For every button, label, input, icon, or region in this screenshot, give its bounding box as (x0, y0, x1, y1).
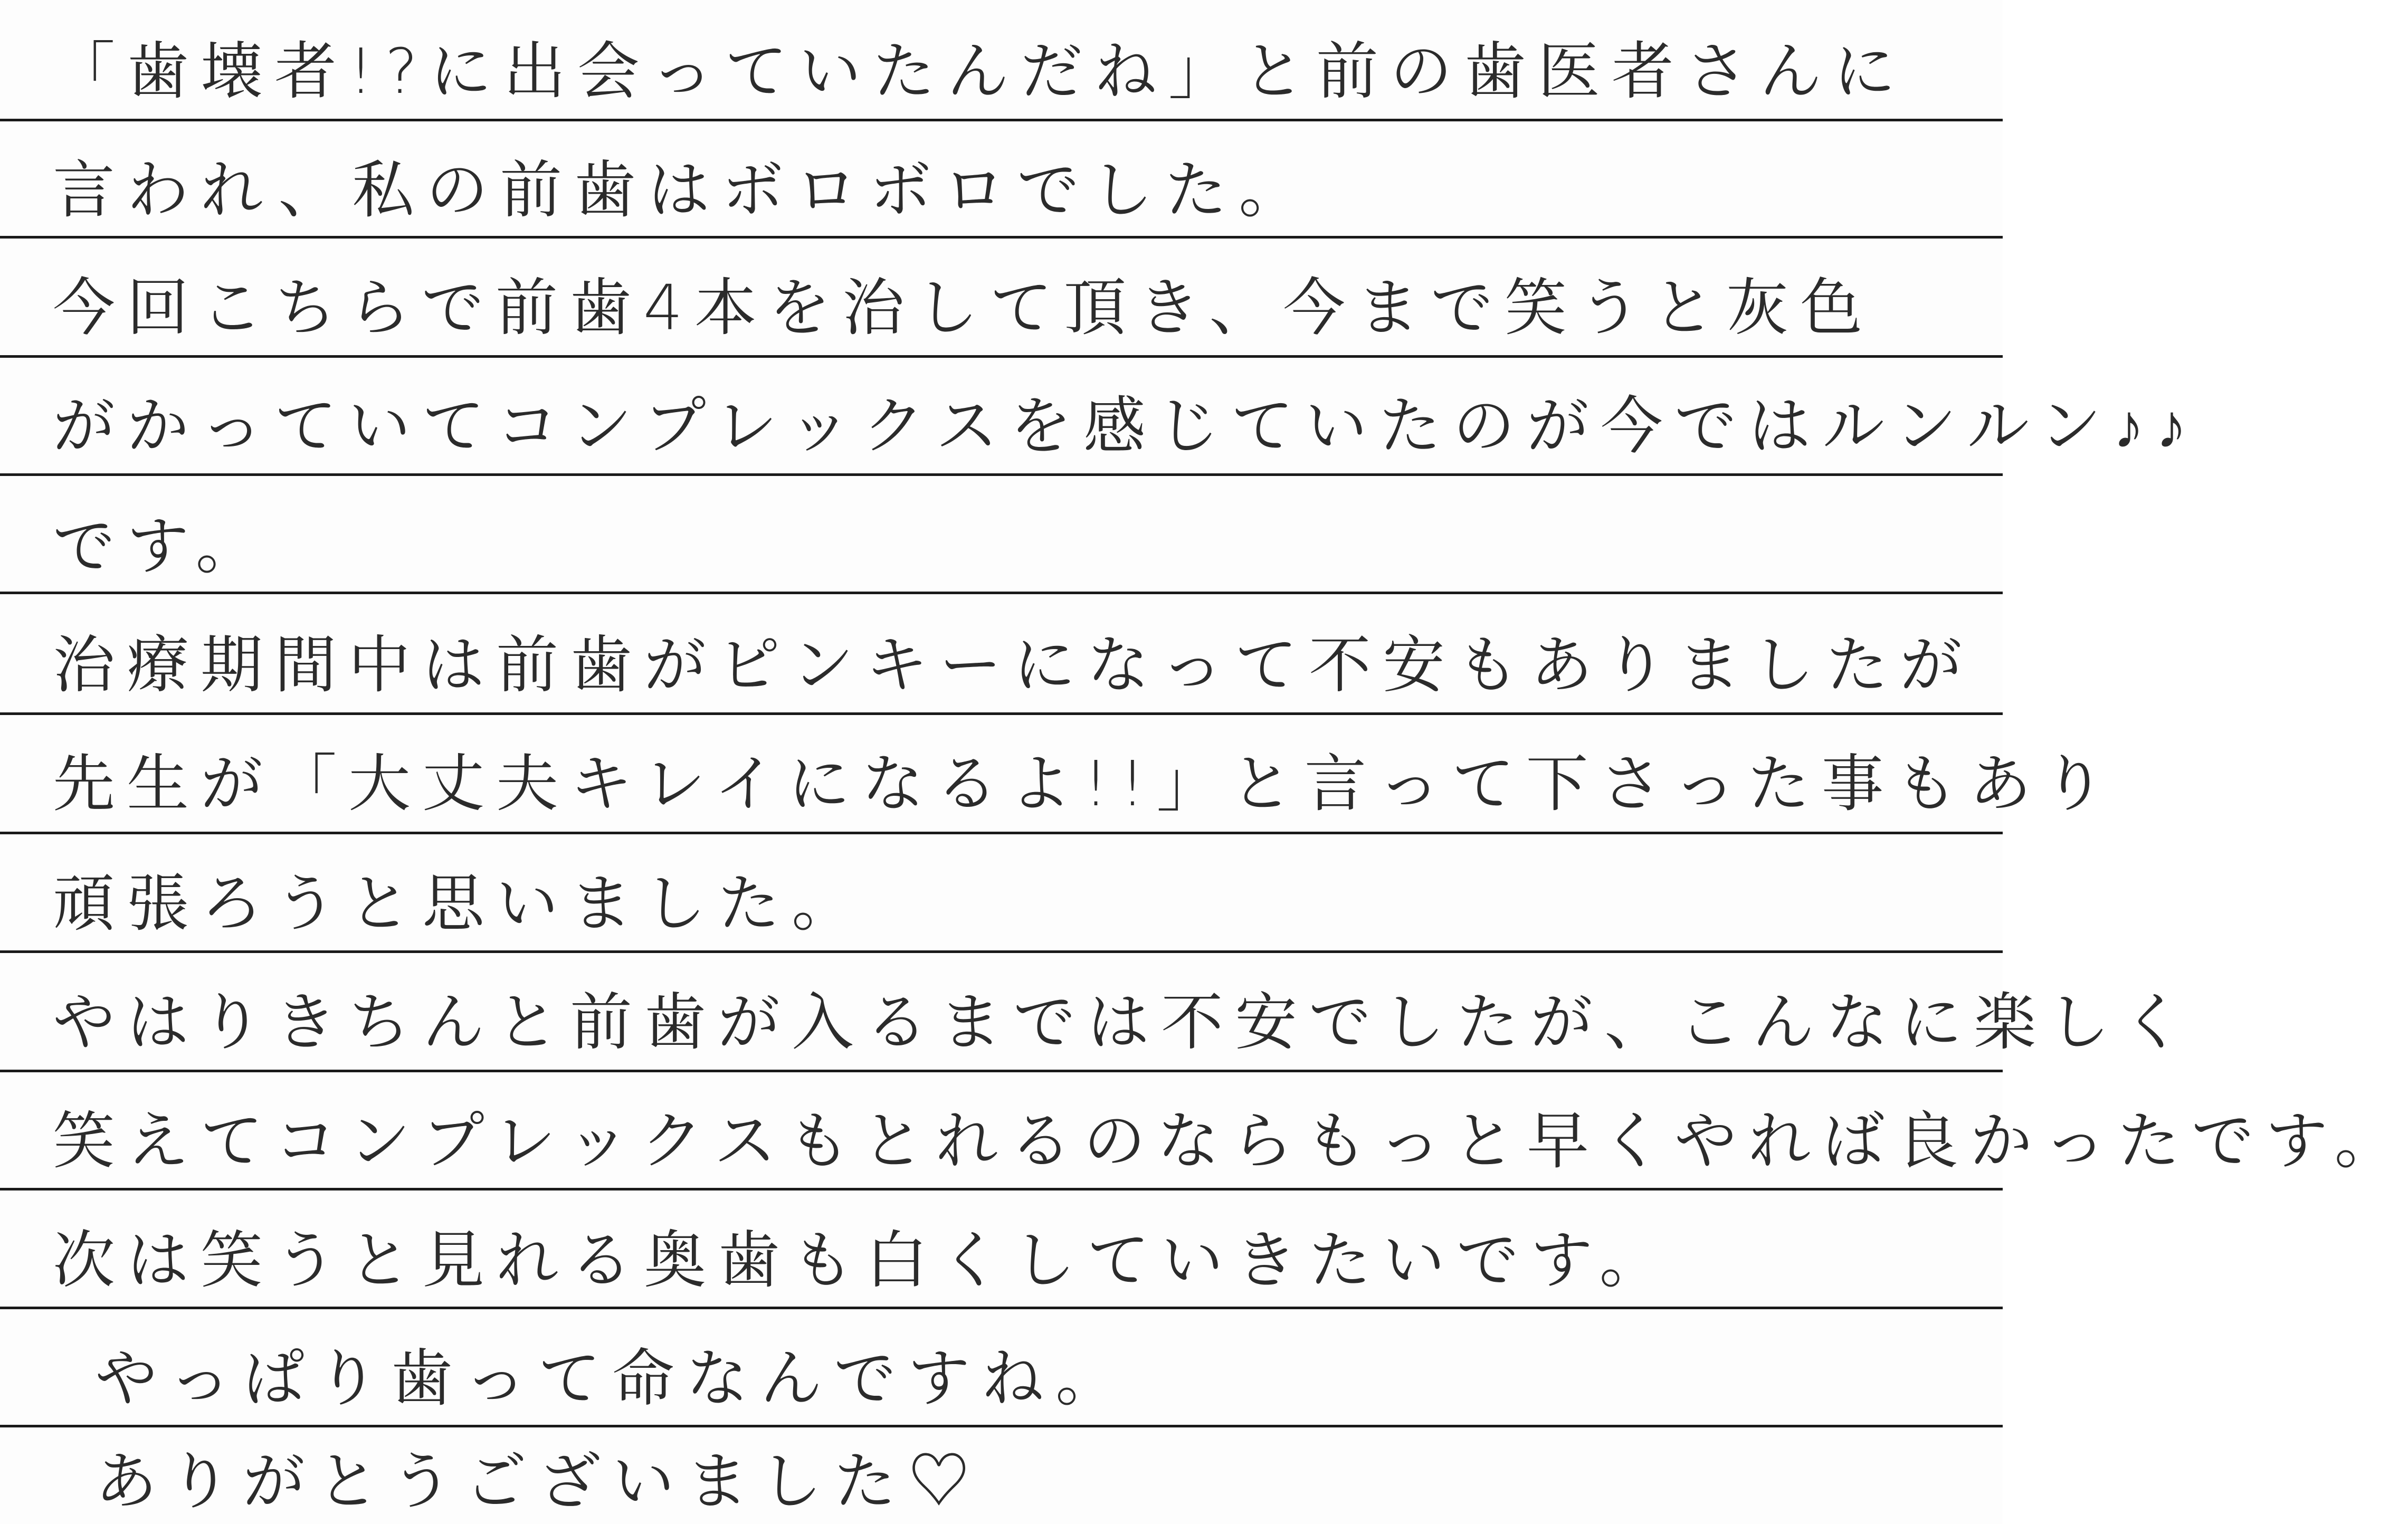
ruled-line (0, 119, 2003, 121)
letter-line-7: 先生が「大丈夫キレイになるよ!!」と言って下さった事もあり (53, 747, 2117, 820)
ruled-line (0, 950, 2003, 953)
letter-line-9: やはりきちんと前歯が入るまでは不安でしたが、こんなに楽しく (53, 986, 2196, 1059)
ruled-line (0, 473, 2003, 476)
letter-line-13: ありがとうございました♡ (95, 1445, 982, 1518)
letter-line-10: 笑えてコンプレックスもとれるのならもっと早くやれば良かったです。 (53, 1104, 2408, 1177)
ruled-line (0, 1425, 2003, 1427)
letter-line-11: 次は笑うと見れる奥歯も白くしていきたいです。 (53, 1224, 1673, 1297)
ruled-line (0, 236, 2003, 239)
letter-line-6: 治療期間中は前歯がピンキーになって不安もありましたが (53, 628, 1974, 701)
ruled-line (0, 832, 2003, 834)
letter-line-12: やっぱり歯って命なんですね。 (95, 1342, 1130, 1415)
letter-line-2: 言われ、私の前歯はボロボロでした。 (53, 154, 1313, 226)
ruled-line (0, 1070, 2003, 1072)
ruled-line (0, 712, 2003, 715)
ruled-line (0, 592, 2003, 594)
letter-line-8: 頑張ろうと思いました。 (53, 867, 866, 940)
letter-line-5: です。 (53, 510, 270, 583)
ruled-line (0, 1188, 2003, 1190)
letter-line-1: 「歯壊者!?に出会っていたんだね」と前の歯医者さんに (53, 35, 1907, 108)
ruled-line (0, 355, 2003, 358)
ruled-line (0, 1307, 2003, 1309)
letter-line-3: 今回こちらで前歯4本を治して頂き、今まで笑うと灰色 (53, 271, 1874, 344)
letter-line-4: がかっていてコンプレックスを感じていたのが今ではルンルン♪♪ (53, 389, 2199, 462)
